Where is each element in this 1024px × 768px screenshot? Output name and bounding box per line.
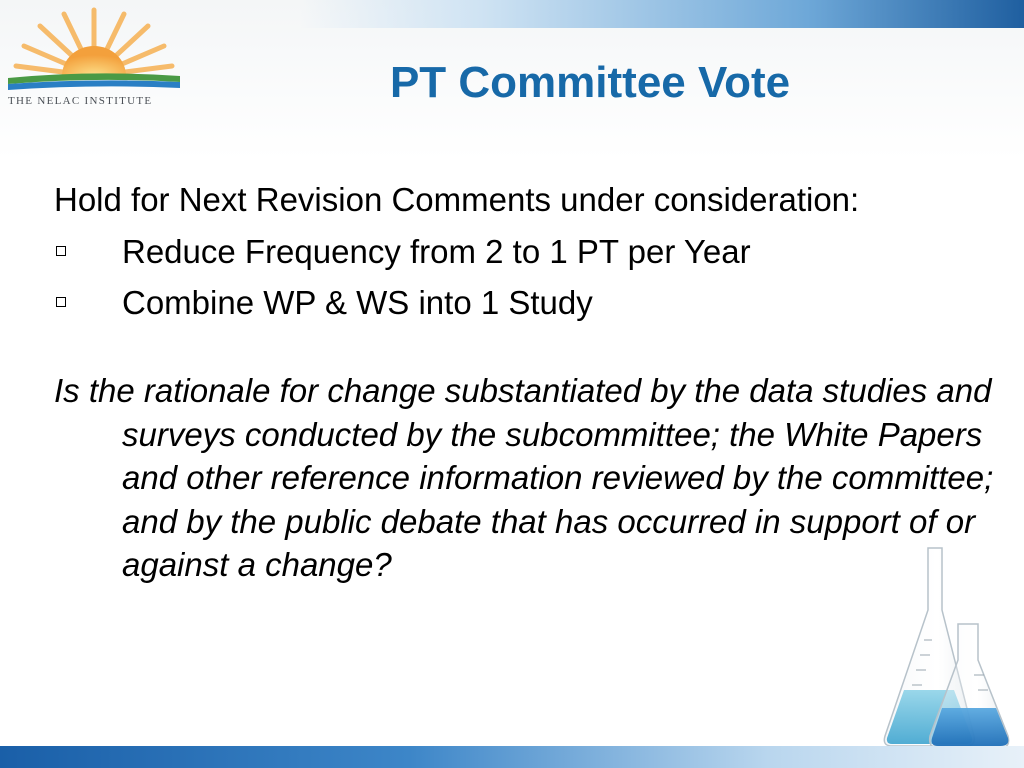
laboratory-flasks-icon xyxy=(862,540,1024,750)
bullet-item xyxy=(54,229,1014,274)
logo-text: THE NELAC INSTITUTE xyxy=(8,95,153,107)
nelac-logo xyxy=(4,4,184,108)
bullet-text: Reduce Frequency from 2 to 1 PT per Year xyxy=(122,233,751,270)
square-bullet-icon xyxy=(56,246,66,256)
bottom-accent-bar xyxy=(0,746,1024,768)
question-text: Is the rationale for change substantiated by the data studies and surveys conducted by the subcommittee; the White Papers and other reference information reviewed by the committee; and by the public debate that has occurred in support of or against a change? xyxy=(54,372,994,583)
intro-text: Hold for Next Revision Comments under consideration: xyxy=(54,181,860,218)
slide-title: PT Committee Vote xyxy=(389,58,791,107)
bullet-text: Combine WP & WS into 1 Study xyxy=(122,284,593,321)
sunrise-logo-icon xyxy=(4,4,184,96)
top-accent-bar xyxy=(300,0,1024,28)
square-bullet-icon xyxy=(56,297,66,307)
bullet-item xyxy=(54,280,1014,325)
slide-body xyxy=(54,178,1014,587)
